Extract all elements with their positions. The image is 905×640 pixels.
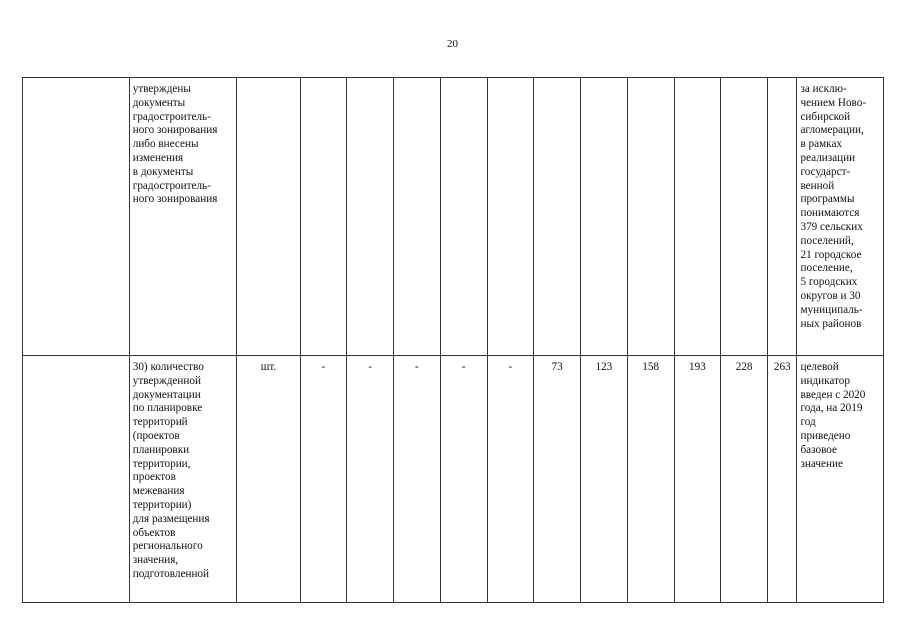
- value-cell: 73: [534, 356, 581, 603]
- value-cell: 123: [581, 356, 628, 603]
- value-cell: 228: [721, 356, 768, 603]
- value-cell: -: [487, 356, 534, 603]
- indicator-table: [22, 77, 884, 603]
- value-cell: -: [394, 356, 441, 603]
- value-cell: [627, 78, 674, 356]
- note-cell: за исклю- чением Ново- сибирской агломерации, в рамках реализации государст- венной программы понимаются 379 сельских поселений, 21 городское поселение, 5 городских округов и 30 муниципаль- ных районов: [797, 78, 884, 356]
- value-cell: [581, 78, 628, 356]
- value-cell: -: [440, 356, 487, 603]
- indicator-cell: утверждены документы градостроитель- ного зонирования либо внесены изменения в документы градостроитель- ного зонирования: [129, 78, 237, 356]
- indicator-cell: 30) количество утвержденной документации по планировке территорий (проектов планировки территории, проектов межевания территории) для размещения объектов регионального значения, подготовленной: [129, 356, 237, 603]
- row-number-cell: [23, 356, 130, 603]
- value-cell: [487, 78, 534, 356]
- value-cell: [674, 78, 721, 356]
- page-number: 20: [447, 38, 458, 50]
- value-cell: [534, 78, 581, 356]
- value-cell: 263: [768, 356, 797, 603]
- value-cell: [721, 78, 768, 356]
- unit-cell: шт.: [237, 356, 300, 603]
- value-cell: [394, 78, 441, 356]
- value-cell: [300, 78, 347, 356]
- value-cell: 158: [627, 356, 674, 603]
- table-row: [23, 78, 884, 356]
- note-cell: целевой индикатор введен с 2020 года, на 2019 год приведено базовое значение: [797, 356, 884, 603]
- row-number-cell: [23, 78, 130, 356]
- value-cell: -: [347, 356, 394, 603]
- value-cell: [440, 78, 487, 356]
- value-cell: -: [300, 356, 347, 603]
- unit-cell: [237, 78, 300, 356]
- table-row: [23, 356, 884, 603]
- value-cell: [347, 78, 394, 356]
- value-cell: 193: [674, 356, 721, 603]
- value-cell: [768, 78, 797, 356]
